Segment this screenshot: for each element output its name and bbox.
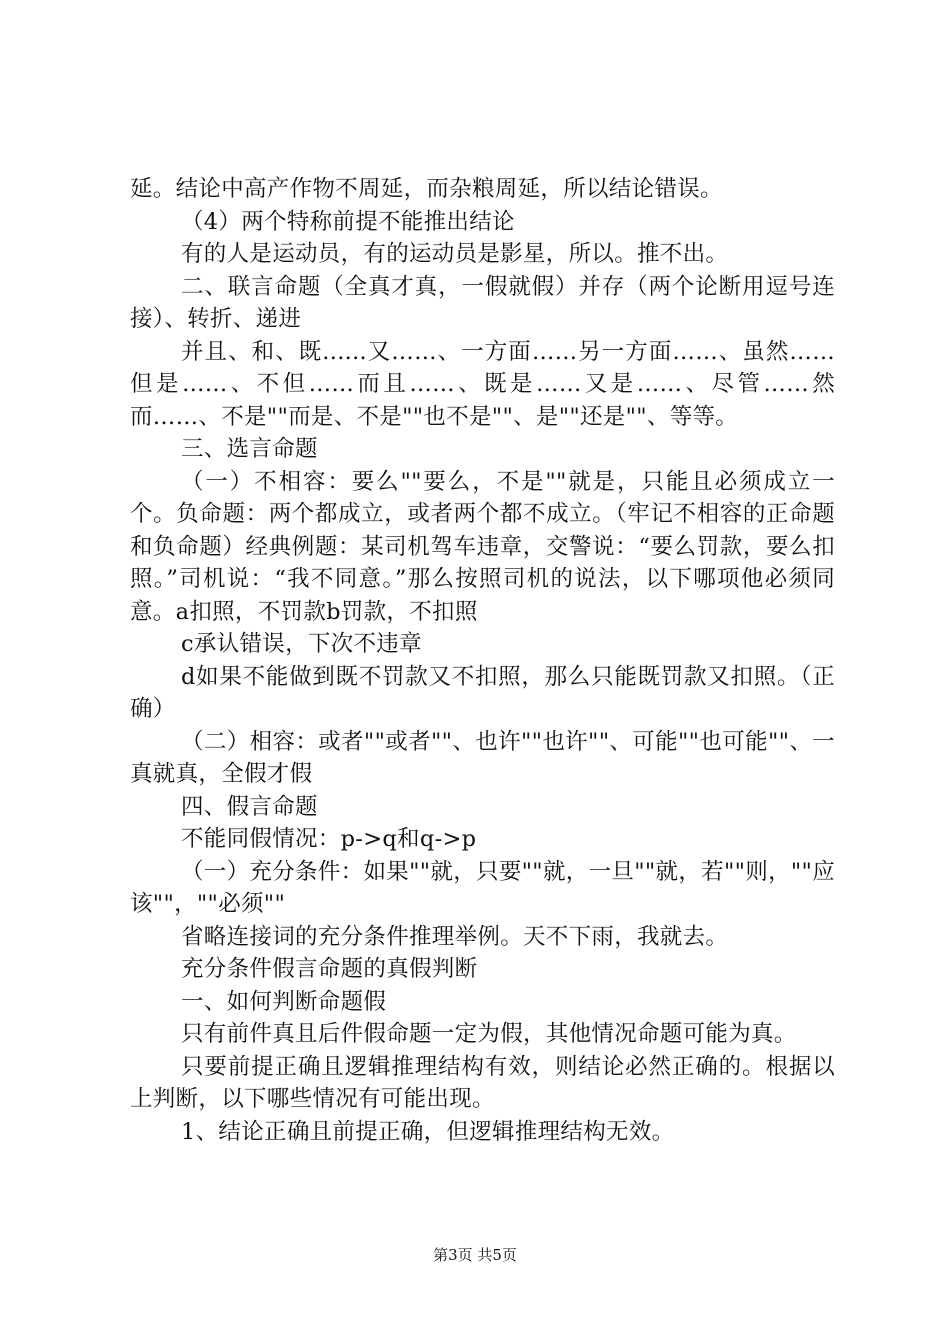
paragraph-2: （4）两个特称前提不能推出结论 <box>181 208 515 235</box>
paragraph-10: （二）相容：或者""或者""、也许""也许""、可能""也可能""、一真就真，全假才假 <box>130 728 835 787</box>
paragraph-14: 省略连接词的充分条件推理举例。天不下雨，我就去。 <box>181 923 729 950</box>
paragraph-4: 二、联言命题（全真才真，一假就假）并存（两个论断用逗号连接）、转折、递进 <box>130 273 835 332</box>
paragraph-9: d如果不能做到既不罚款又不扣照，那么只能既罚款又扣照。（正确） <box>130 663 835 722</box>
paragraph-15: 充分条件假言命题的真假判断 <box>181 956 478 982</box>
paragraph-6: 三、选言命题 <box>181 436 318 462</box>
paragraph-3: 有的人是运动员，有的运动员是影星，所以。推不出。 <box>181 241 729 267</box>
page-footer: 第3页 共5页 <box>433 1246 517 1264</box>
paragraph-11: 四、假言命题 <box>181 793 318 820</box>
paragraph-16: 一、如何判断命题假 <box>181 988 387 1015</box>
paragraph-1: 延。结论中高产作物不周延，而杂粮周延，所以结论错误。 <box>130 176 723 202</box>
document-body <box>130 173 835 1148</box>
paragraph-12: 不能同假情况：p->q和q->p <box>181 826 477 852</box>
paragraph-13: （一）充分条件：如果""就，只要""就，一旦""就，若""则，""应该""，""必须"" <box>130 858 835 917</box>
paragraph-8: c承认错误，下次不违章 <box>181 631 422 657</box>
paragraph-7: （一）不相容：要么""要么，不是""就是，只能且必须成立一个。负命题：两个都成立，或者两个都不成立。（牢记不相容的正命题和负命题）经典例题：某司机驾车违章，交警说：“要么罚款，要么扣照。”司机说：“我不同意。”那么按照司机的说法，以下哪项他必须同意。a扣照，不罚款b罚款，不扣照 <box>130 468 835 625</box>
paragraph-17: 只有前件真且后件假命题一定为假，其他情况命题可能为真。 <box>181 1021 797 1047</box>
paragraph-5: 并且、和、既......又……、一方面……另一方面……、虽然……但是……、不但……而且……、既是……又是……、尽管……然而……、不是""而是、不是""也不是""、是""还是""、等等。 <box>130 338 835 430</box>
paragraph-18: 只要前提正确且逻辑推理结构有效，则结论必然正确的。根据以上判断，以下哪些情况有可能出现。 <box>130 1053 835 1112</box>
paragraph-19: 1、结论正确且前提正确，但逻辑推理结构无效。 <box>181 1118 675 1145</box>
